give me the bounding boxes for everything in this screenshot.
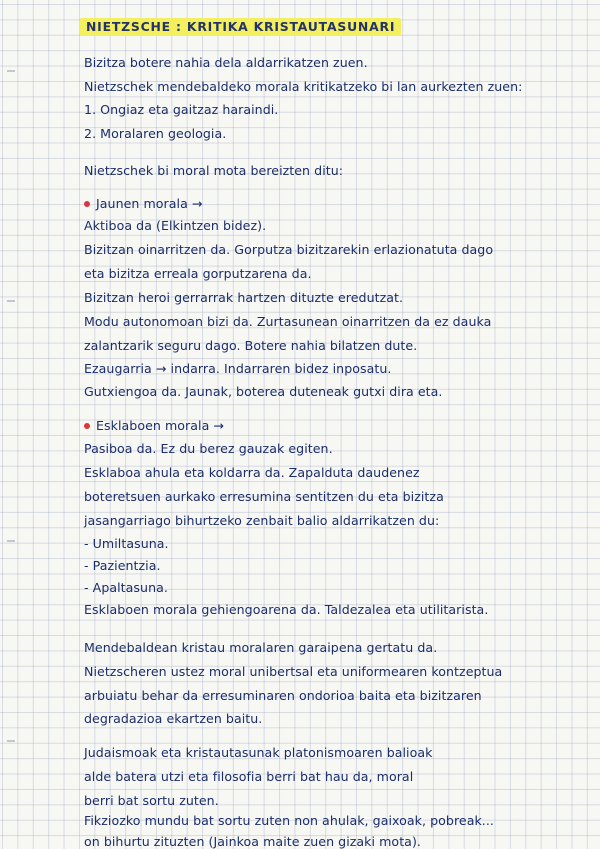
page-title: NIETZSCHE : KRITIKA KRISTAUTASUNARI	[80, 18, 401, 36]
text-line: Ezaugarria → indarra. Indarraren bidez inposatu.	[84, 361, 392, 376]
margin-mark	[7, 70, 15, 72]
text-line: Pasiboa da. Ez du berez gauzak egiten.	[84, 441, 333, 456]
margin-mark	[7, 740, 15, 742]
text-line: Esklaboen morala gehiengoarena da. Taldezalea eta utilitarista.	[84, 602, 489, 617]
text-line: eta bizitza erreala gorputzarena da.	[84, 266, 312, 281]
text-line: zalantzarik seguru dago. Botere nahia bilatzen dute.	[84, 338, 418, 353]
section-heading-label: Jaunen morala →	[96, 196, 203, 211]
text-line: boteretsuen aurkako erresumina sentitzen du eta bizitza	[84, 489, 444, 504]
text-line: on bihurtu zituzten (Jainkoa maite zuen gizaki mota).	[84, 834, 421, 849]
list-item: 2. Moralaren geologia.	[84, 126, 227, 141]
text-line: alde batera utzi eta filosofia berri bat hau da, moral	[84, 769, 414, 784]
text-line: arbuiatu behar da erresuminaren ondorioa baita eta bizitzaren	[84, 688, 482, 703]
margin-mark	[7, 300, 15, 302]
text-line: Fikziozko mundu bat sortu zuten non ahulak, gaixoak, pobreak...	[84, 813, 494, 828]
text-line: Nietzschek bi moral mota bereizten ditu:	[84, 163, 344, 178]
list-item: 1. Ongiaz eta gaitzaz haraindi.	[84, 102, 279, 117]
text-line: Nietzscheren ustez moral unibertsal eta uniformearen kontzeptua	[84, 664, 503, 679]
section-heading-esklaboen	[84, 418, 224, 433]
bullet-dot-icon	[84, 201, 90, 207]
list-item: - Apaltasuna.	[84, 580, 168, 595]
text-line: Mendebaldean kristau moralaren garaipena gertatu da.	[84, 640, 438, 655]
list-item: - Umiltasuna.	[84, 536, 169, 551]
text-line: Judaismoak eta kristautasunak platonismoaren balioak	[84, 745, 433, 760]
margin-mark	[7, 540, 15, 542]
text-line: Gutxiengoa da. Jaunak, boterea duteneak gutxi dira eta.	[84, 384, 443, 399]
text-line: Bizitza botere nahia dela aldarrikatzen zuen.	[84, 55, 368, 70]
text-line: Nietzschek mendebaldeko morala kritikatzeko bi lan aurkezten zuen:	[84, 79, 523, 94]
text-line: berri bat sortu zuten.	[84, 793, 219, 808]
text-line: jasangarriago bihurtzeko zenbait balio aldarrikatzen du:	[84, 513, 440, 528]
text-line: degradazioa ekartzen baitu.	[84, 711, 263, 726]
text-line: Bizitzan oinarritzen da. Gorputza bizitzarekin erlazionatuta dago	[84, 242, 494, 257]
bullet-dot-icon	[84, 423, 90, 429]
text-line: Modu autonomoan bizi da. Zurtasunean oinarritzen da ez dauka	[84, 314, 492, 329]
section-heading-jaunen	[84, 196, 203, 211]
text-line: Bizitzan heroi gerrarrak hartzen dituzte eredutzat.	[84, 290, 404, 305]
section-heading-label: Esklaboen morala →	[96, 418, 224, 433]
text-line: Aktiboa da (Elkintzen bidez).	[84, 218, 267, 233]
text-line: Esklaboa ahula eta koldarra da. Zapalduta daudenez	[84, 465, 420, 480]
list-item: - Pazientzia.	[84, 558, 161, 573]
